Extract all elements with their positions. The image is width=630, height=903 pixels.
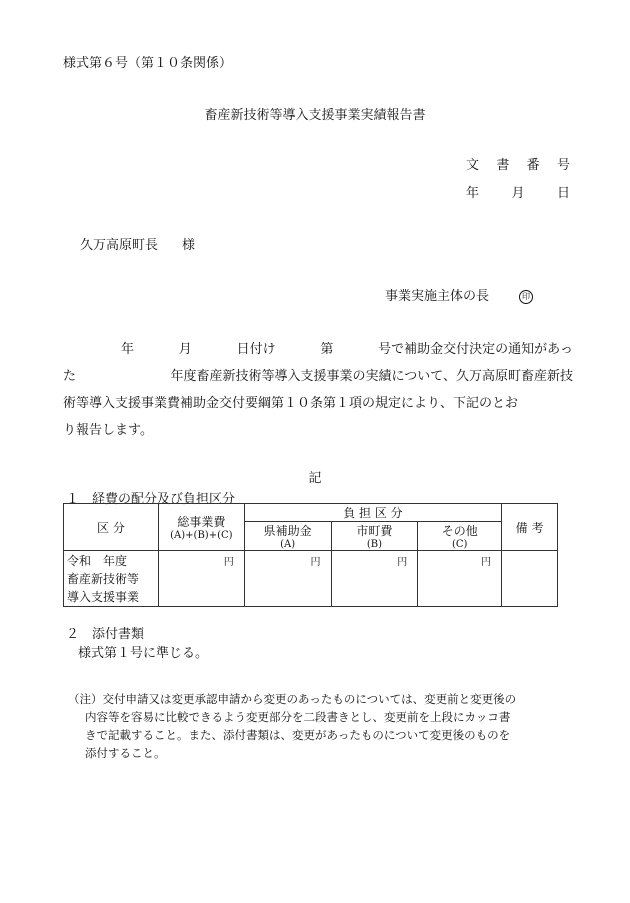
cost-allocation-table: [63, 503, 558, 607]
doc-number-char: 文: [466, 158, 480, 173]
addressee-honorific: 様: [182, 238, 196, 253]
doc-number-char: 号: [556, 158, 570, 173]
body-line-1: [63, 336, 573, 363]
document-date-label: [466, 182, 570, 201]
header-total-label: 総事業費: [177, 515, 226, 529]
cell-remarks[interactable]: [502, 551, 558, 607]
date-year-label: 年: [466, 186, 480, 201]
applicant-label: 事業実施主体の長: [385, 289, 490, 304]
addressee-name: 久万高原町長: [80, 238, 159, 253]
header-pref-label: 県補助金: [263, 524, 312, 538]
note-line: 内容等を容易に比較できるよう変更部分を二段書きとし、変更前を上段にカッコ書: [85, 710, 511, 724]
note-line: きで記載すること。また、添付書類は、変更があったものについて変更後のものを: [85, 728, 511, 742]
body-month-blank: 月: [178, 342, 192, 357]
header-town-cost: [331, 522, 418, 551]
body-text: 術等導入支援事業費補助金交付要綱第１０条第１項の規定により、下記のとお: [63, 396, 519, 411]
date-day-label: 日: [556, 186, 570, 201]
body-line-2: [63, 363, 573, 390]
section-1-heading: １ 経費の配分及び負担区分: [66, 492, 236, 507]
addressee: [80, 234, 195, 253]
section-2-body: 様式第１号に準じる。: [78, 646, 209, 661]
row-category-line: 令和 年度: [67, 554, 128, 568]
applicant-signature: [385, 285, 533, 304]
header-other-code: (C): [451, 539, 468, 550]
body-line-4: [63, 417, 573, 444]
doc-number-char: 書: [496, 158, 510, 173]
header-pref-code: (A): [280, 539, 296, 550]
cell-pref-subsidy[interactable]: 円: [244, 551, 331, 607]
row-category-line: 畜産新技術等: [67, 572, 140, 586]
doc-number-char: 番: [526, 158, 540, 173]
header-remarks: 備 考: [502, 504, 558, 551]
header-total-cost: [158, 504, 244, 551]
row-category-line: 導入支援事業: [67, 590, 140, 604]
header-pref-subsidy: [244, 522, 331, 551]
cell-town-cost[interactable]: 円: [331, 551, 418, 607]
report-body: [63, 336, 573, 444]
date-month-label: 月: [511, 186, 525, 201]
header-other: [418, 522, 502, 551]
note: [68, 690, 516, 762]
note-line: 添付すること。: [85, 746, 166, 760]
document-number-label: [466, 154, 570, 173]
note-line: （注）交付申請又は変更承認申請から変更のあったものについては、変更前と変更後の: [68, 692, 517, 706]
cell-other[interactable]: 円: [418, 551, 502, 607]
row-category: [64, 551, 159, 607]
body-number-blank: 第: [320, 342, 334, 357]
table-row: [64, 551, 558, 607]
header-town-label: 市町費: [356, 524, 393, 538]
body-text: 号で補助金交付決定の通知があっ: [378, 342, 573, 357]
header-total-formula: (A)+(B)+(C): [170, 530, 233, 541]
body-text: 年度畜産新技術等導入支援事業の実績について、久万高原町畜産新技: [170, 369, 573, 384]
cell-total-cost[interactable]: 円: [158, 551, 244, 607]
body-date-text: 日付け: [236, 342, 276, 357]
section-2-heading: ２ 添付書類: [66, 627, 145, 642]
body-text: た: [63, 369, 77, 384]
ki-heading: 記: [308, 471, 322, 486]
header-burden: 負 担 区 分: [244, 504, 501, 522]
form-number: 様式第６号（第１０条関係）: [63, 56, 233, 71]
seal-icon: 印: [519, 290, 533, 304]
header-category: 区 分: [64, 504, 159, 551]
body-year-blank: 年: [121, 342, 135, 357]
header-other-label: その他: [441, 524, 478, 538]
body-text: り報告します。: [63, 423, 153, 438]
page-title: 畜産新技術等導入支援事業実績報告書: [204, 108, 426, 123]
body-line-3: [63, 390, 573, 417]
header-town-code: (B): [366, 539, 382, 550]
